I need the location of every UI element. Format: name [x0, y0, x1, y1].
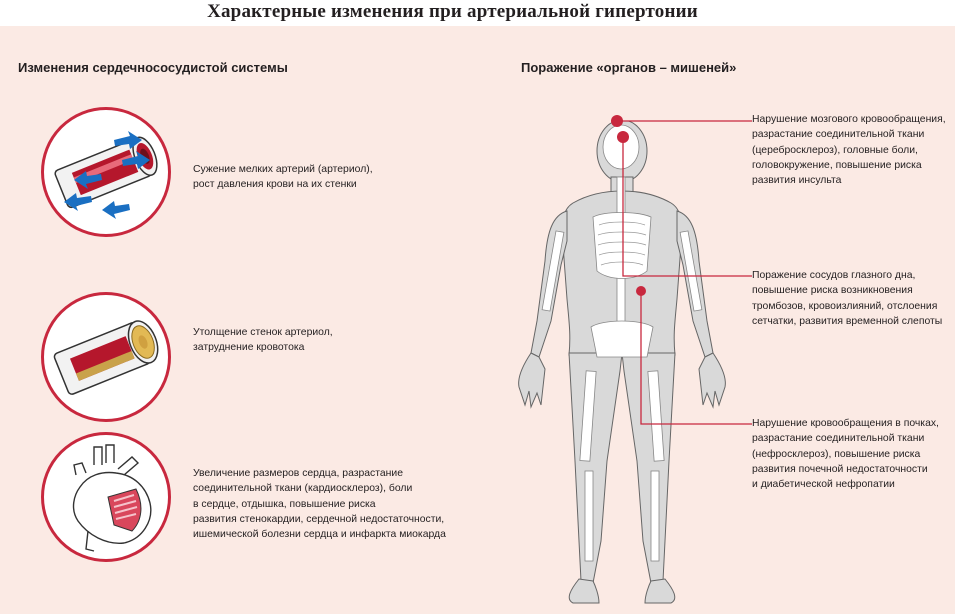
left-heading: Изменения сердечнососудистой системы [18, 60, 288, 75]
page-title: Характерные изменения при артериальной гипертонии [207, 1, 698, 22]
infographic-panel [0, 26, 955, 614]
right-heading: Поражение «органов – мишеней» [521, 60, 737, 75]
target-text-brain: Нарушение мозгового кровообращения, разрастание соединительной ткани (церебросклероз), головные боли, головокружение, повышение риска развития инсульта [752, 114, 946, 187]
target-text-kidneys: Нарушение кровообращения в почках, разрастание соединительной ткани (нефросклероз), повышение риска развития почечной недостаточности и диабетической нефропатии [752, 418, 939, 491]
item-text-thickening: Утолщение стенок артериол, затруднение кровотока [193, 327, 333, 354]
title-bar [0, 0, 955, 26]
target-text-eyes: Поражение сосудов глазного дна, повышение риска возникновения тромбозов, кровоизлияний, отслоения сетчатки, развития временной слепоты [752, 270, 943, 327]
item-text-heart: Увеличение размеров сердца, разрастание соединительной ткани (кардиосклероз), боли в сердце, отдышка, повышение риска развития стенокардии, сердечной недостаточности, ишемической болезни сердца и инфаркта миокарда [193, 468, 446, 541]
item-text-narrowing: Сужение мелких артерий (артериол), рост давления крови на их стенки [193, 164, 373, 191]
